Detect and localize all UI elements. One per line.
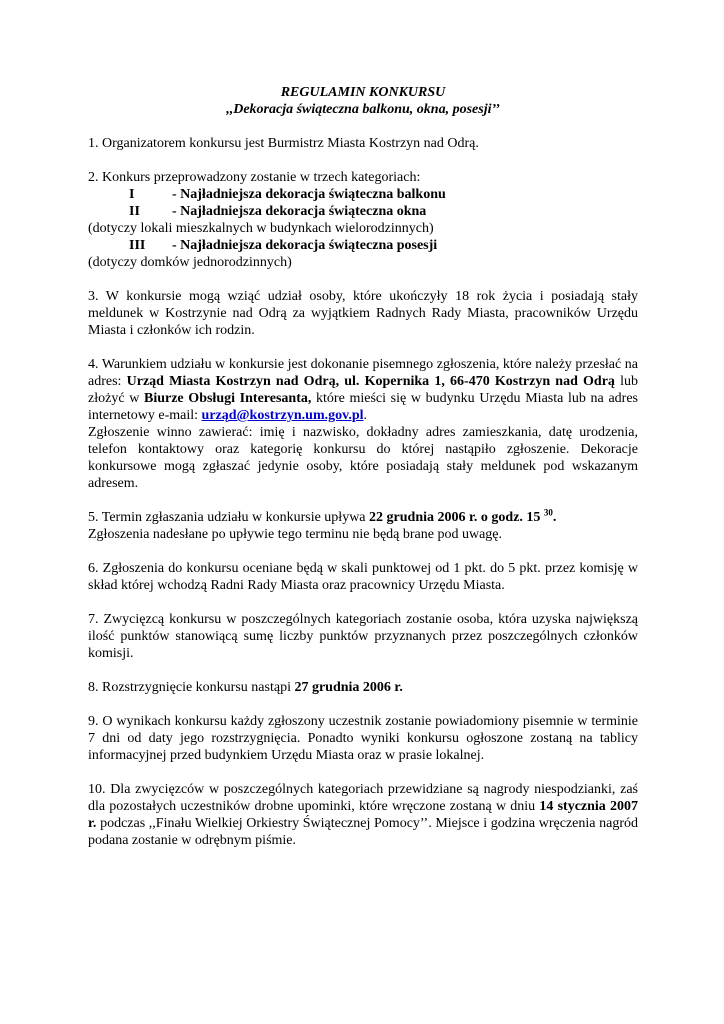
category-okno	[88, 203, 638, 220]
category-balkon	[88, 186, 638, 203]
category-number: III	[129, 238, 146, 253]
paragraph-4-text-d: .	[363, 408, 368, 423]
category-posesja	[88, 237, 638, 254]
paragraph-2-intro: 2. Konkurs przeprowadzony zostanie w trzech kategoriach:	[88, 170, 421, 185]
paragraph-1: 1. Organizatorem konkursu jest Burmistrz Miasta Kostrzyn nad Odrą.	[88, 136, 479, 151]
award-date: 14 stycznia 2007 r.	[88, 799, 639, 831]
paragraph-4	[88, 356, 638, 492]
category-okno-note: (dotyczy lokali mieszkalnych w budynkach wielorodzinnych)	[88, 221, 434, 236]
customer-service-office: Biurze Obsługi Interesanta,	[143, 391, 312, 406]
paragraph-6: 6. Zgłoszenia do konkursu oceniane będą w skali punktowej od 1 pkt. do 5 pkt. przez komisję w skład której wchodzą Radni Rady Miasta oraz pracownicy Urzędu Miasta.	[88, 561, 638, 593]
paragraph-5	[88, 509, 638, 543]
paragraph-5-text-a: 5. Termin zgłaszania udziału w konkursie upływa	[88, 510, 370, 525]
deadline-date	[369, 507, 557, 525]
document-subtitle: ,,Dekoracja świąteczna balkonu, okna, posesji’’	[226, 102, 500, 117]
office-address: Urząd Miasta Kostrzyn nad Odrą, ul. Kopernika 1, 66-470 Kostrzyn nad Odrą	[126, 374, 615, 389]
paragraph-10-text-b: podczas ,,Finału Wielkiej Orkiestry Świątecznej Pomocy’’. Miejsce i godzina wręczenia nagród podana zostanie w odrębnym piśmie.	[88, 816, 638, 848]
paragraph-4-text-c: które mieści się w budynku Urzędu Miasta lub na adres internetowy e-mail:	[88, 391, 638, 423]
deadline-text: 22 grudnia 2006 r. o godz. 15	[369, 510, 541, 525]
deadline-minutes: 30	[543, 507, 553, 518]
paragraph-5-note: Zgłoszenia nadesłane po upływie tego terminu nie będą brane pod uwagę.	[88, 527, 503, 542]
paragraph-7: 7. Zwycięzcą konkursu w poszczególnych kategoriach zostanie osoba, która uzyska największą ilość punktów stanowiącą sumę liczby punktów przyznanych przez poszczególnych członków komisji.	[88, 612, 638, 661]
paragraph-10-text-a: 10. Dla zwycięzców w poszczególnych kategoriach przewidziane są nagrody niespodzianki, zaś dla pozostałych uczestników drobne upominki, które wręczone zostaną w dniu	[88, 782, 638, 814]
paragraph-2	[88, 169, 638, 271]
paragraph-3: 3. W konkursie mogą wziąć udział osoby, które ukończyły 18 rok życia i posiadają stały meldunek w Kostrzynie nad Odrą za wyjątkiem Radnych Rady Miasta, pracowników Urzędu Miasta i członków ich rodzin.	[88, 289, 638, 338]
paragraph-8	[88, 679, 638, 696]
email-link[interactable]: urząd@kostrzyn.um.gov.pl	[201, 408, 364, 423]
category-label: - Najładniejsza dekoracja świąteczna okna	[172, 204, 427, 219]
category-posesja-note: (dotyczy domków jednorodzinnych)	[88, 255, 292, 270]
category-label: - Najładniejsza dekoracja świąteczna balkonu	[172, 187, 446, 202]
category-label: - Najładniejsza dekoracja świąteczna posesji	[172, 238, 438, 253]
paragraph-4-text-a: 4. Warunkiem udziału w konkursie jest dokonanie pisemnego zgłoszenia, które należy przesłać na adres:	[88, 357, 638, 389]
paragraph-8-text: 8. Rozstrzygnięcie konkursu nastąpi	[88, 680, 295, 695]
paragraph-9: 9. O wynikach konkursu każdy zgłoszony uczestnik zostanie powiadomiony pisemnie w terminie 7 dni od daty jego rozstrzygnięcia. Ponadto wyniki konkursu ogłoszone zostaną na tablicy informacyjnej przed budynkiem Urzędu Miasta oraz w prasie lokalnej.	[88, 714, 638, 763]
resolution-date: 27 grudnia 2006 r.	[294, 680, 403, 695]
paragraph-10	[88, 781, 638, 849]
category-number: II	[129, 204, 140, 219]
paragraph-4-text-b: lub złożyć w	[88, 374, 639, 406]
paragraph-4-requirements: Zgłoszenie winno zawierać: imię i nazwisko, dokładny adres zamieszkania, datę urodzenia, telefon kontaktowy oraz kategorię konkursu do której nastąpiło zgłoszenie. Dekoracje konkursowe mogą zgłaszać jedynie osoby, które posiadają stały meldunek pod wskazanym adresem.	[88, 425, 638, 491]
deadline-period: .	[552, 510, 557, 525]
category-number: I	[129, 187, 135, 202]
document-title: REGULAMIN KONKURSU	[280, 85, 446, 100]
